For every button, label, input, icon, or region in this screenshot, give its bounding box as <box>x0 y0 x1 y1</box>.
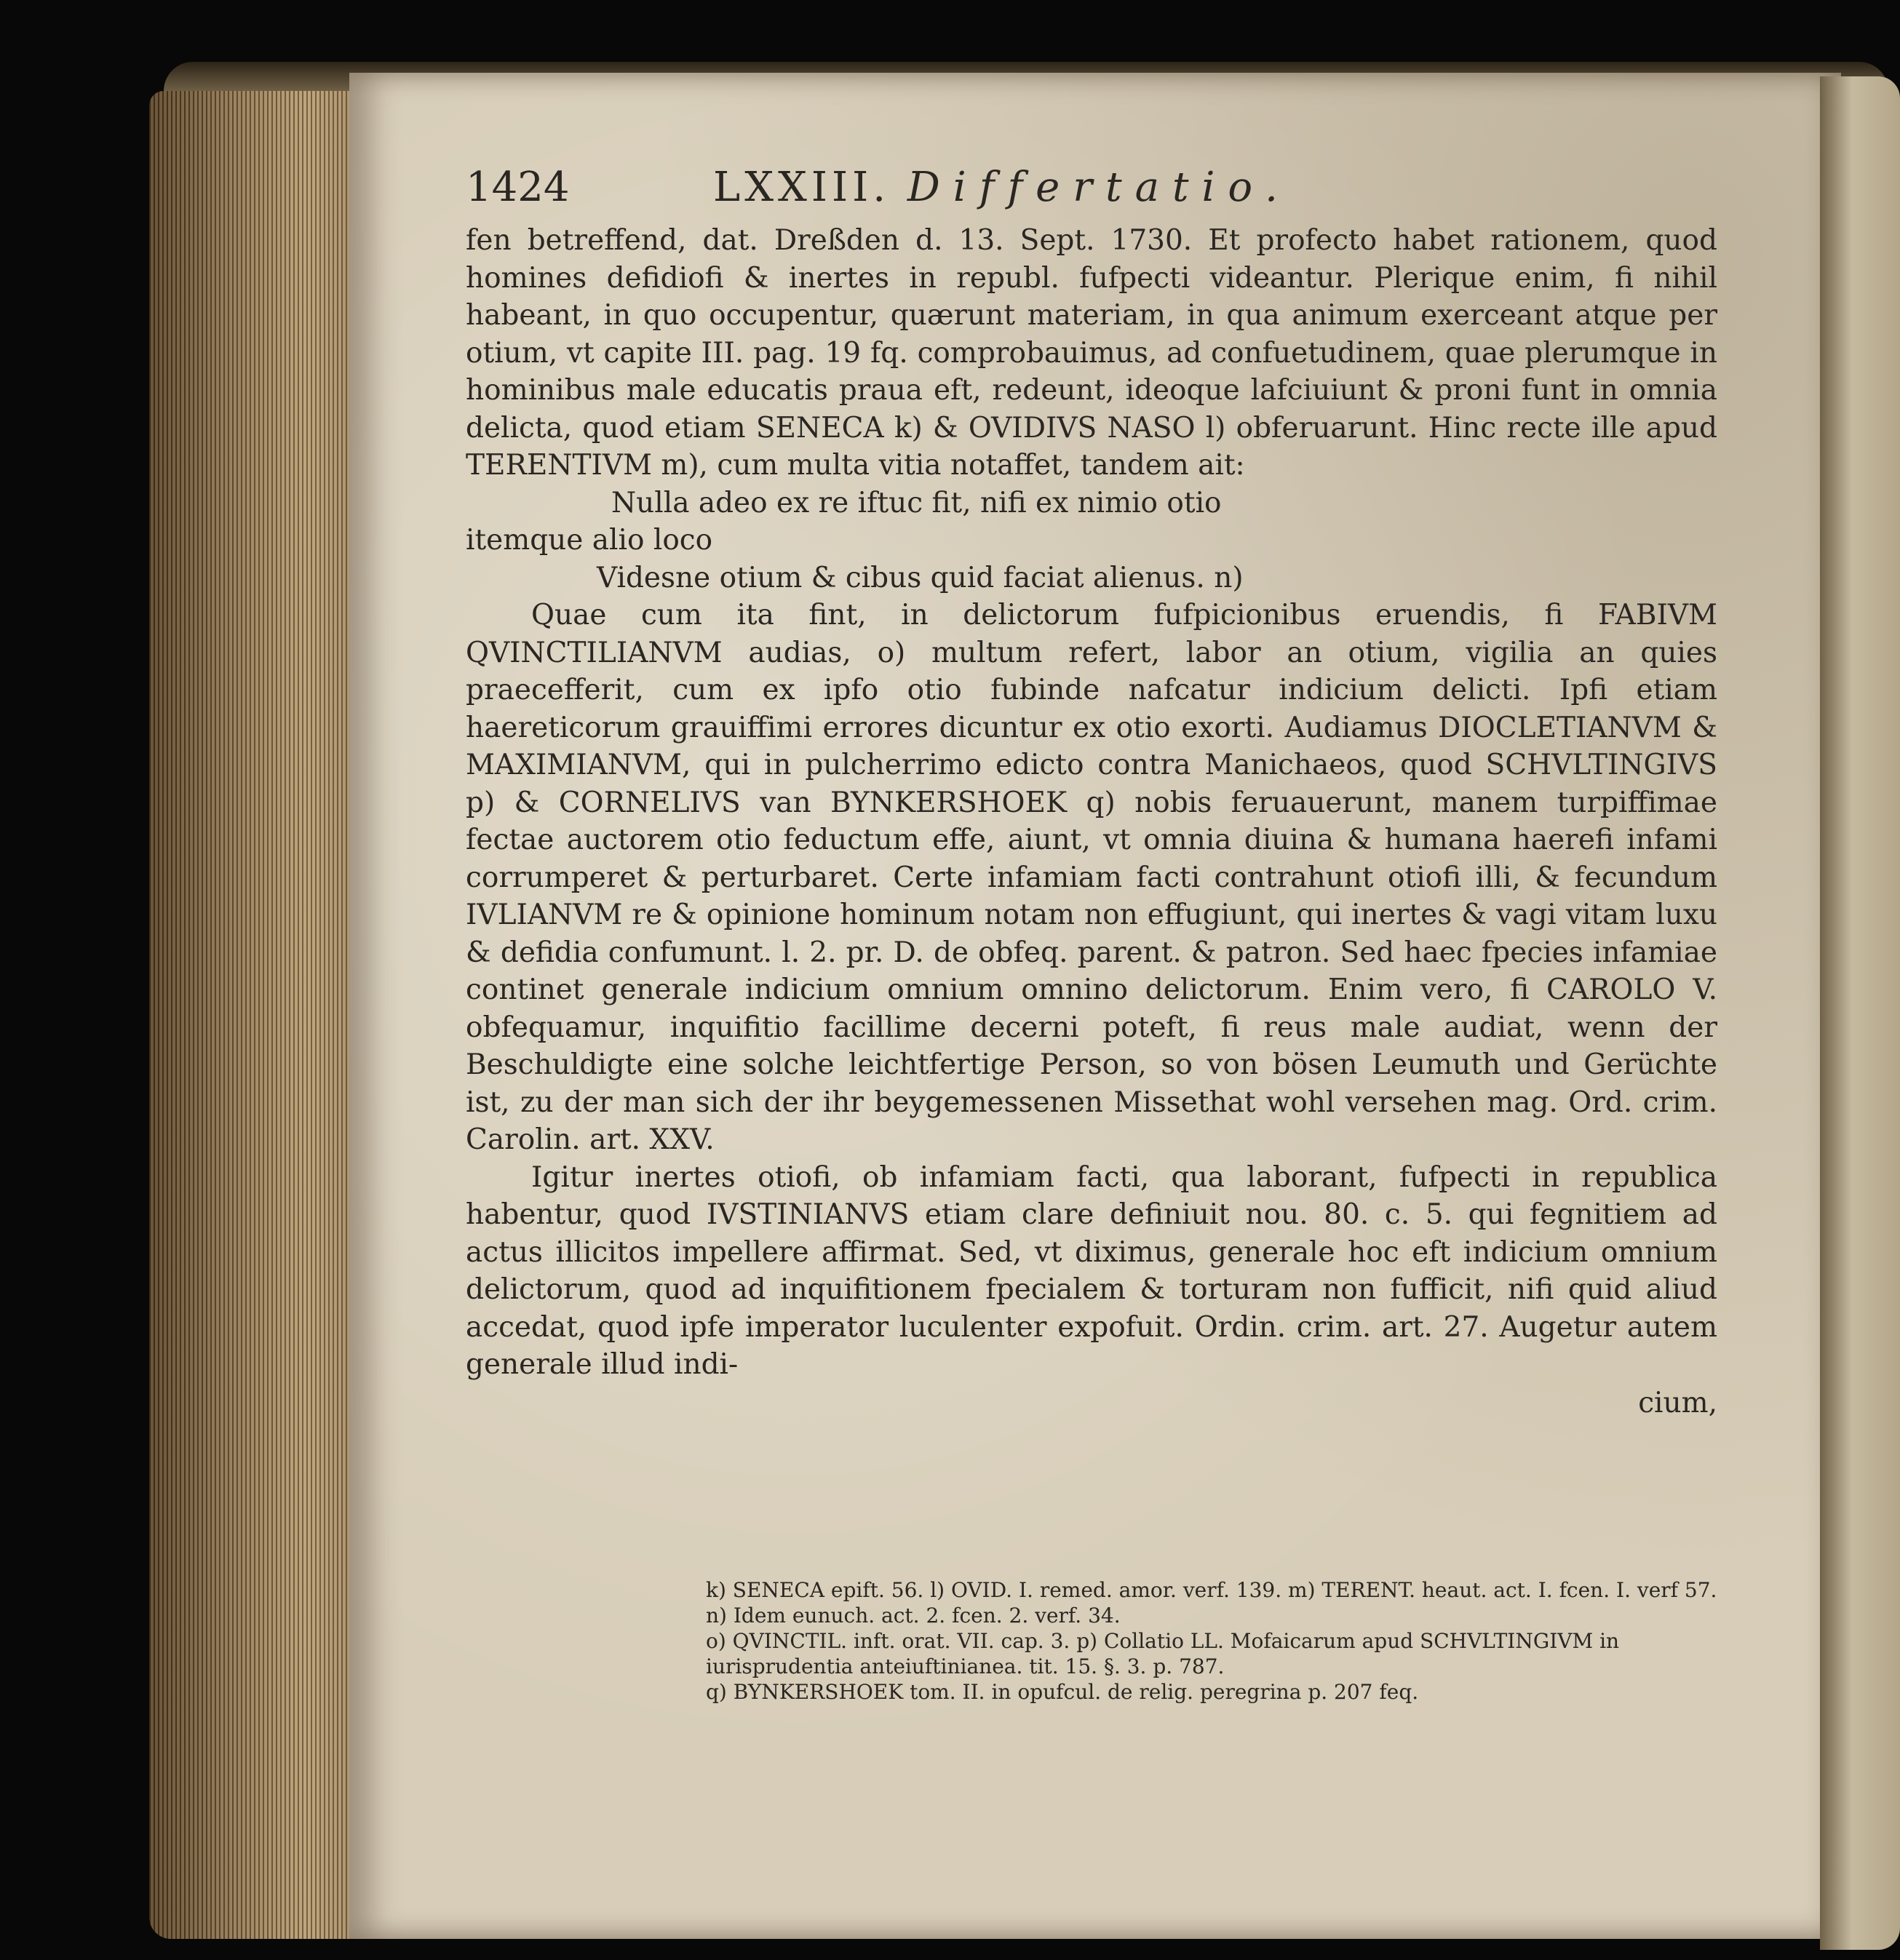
footnote-line: o) QVINCTIL. inft. orat. VII. cap. 3. p) Collatio LL. Mofaicarum apud SCHVLTINGIVM in iurisprudentia anteiuftinianea. tit. 15. §. 3. p. 787. <box>706 1629 1620 1678</box>
quote-terence-2: Videsne otium & cibus quid faciat alienus. n) <box>597 561 1244 594</box>
page-number: 1424 <box>466 164 570 211</box>
page-text <box>466 156 1717 1422</box>
paragraph-3: Igitur inertes otiofi, ob infamiam facti, qua laborant, fufpecti in republica habentur, quod IVSTINIANVS etiam clare definiuit nou. 80. c. 5. qui fegnitiem ad actus illicitos impellere affirmat. Sed, vt diximus, generale hoc eft indicium omnium delictorum, quod ad inquifitionem fpecialem & torturam non fufficit, nifi quid aliud accedat, quod ipfe imperator luculenter expofuit. Ordin. crim. art. 27. Augetur autem generale illud indi- <box>466 1160 1717 1381</box>
page-edges-left <box>149 91 360 1939</box>
footnote-line: q) BYNKERSHOEK tom. II. in opufcul. de relig. peregrina p. 207 feq. <box>706 1680 1419 1704</box>
running-title-roman: LXXIII. <box>713 164 891 211</box>
footnotes <box>706 1577 1721 1705</box>
transition-line: itemque alio loco <box>466 524 713 557</box>
body-text <box>466 222 1717 1422</box>
running-title <box>713 164 1291 211</box>
paragraph-1: fen betreffend, dat. Dreßden d. 13. Sept. 1730. Et profecto habet rationem, quod homines defidiofi & inertes in republ. fufpecti videantur. Plerique enim, fi nihil habeant, in quo occupentur, quærunt materiam, in qua animum exerceant atque per otium, vt capite III. pag. 19 fq. comprobauimus, ad confuetudinem, quae plerumque in hominibus male educatis praua eft, redeunt, ideoque lafciuiunt & proni funt in omnia delicta, quod etiam SENECA k) & OVIDIVS NASO l) obferuarunt. Hinc recte ille apud TERENTIVM m), cum multa vitia notaffet, tandem ait: <box>466 224 1717 482</box>
running-head <box>466 156 1717 215</box>
running-title-italic: Differtatio. <box>907 164 1291 211</box>
paragraph-2: Quae cum ita fint, in delictorum fufpicionibus eruendis, fi FABIVM QVINCTILIANVM audias, o) multum refert, labor an otium, vigilia an quies praecefferit, cum ex ipfo otio fubinde nafcatur indicium delicti. Ipfi etiam haereticorum grauiffimi errores dicuntur ex otio exorti. Audiamus DIOCLETIANVM & MAXIMIANVM, qui in pulcherrimo edicto contra Manichaeos, quod SCHVLTINGIVS p) & CORNELIVS van BYNKERSHOEK q) nobis feruauerunt, manem turpiffimae fectae auctorem otio feductum effe, aiunt, vt omnia diuina & humana haerefi infami corrumperet & perturbaret. Certe infamiam facti contrahunt otiofi illi, & fecundum IVLIANVM re & opinione hominum notam non effugiunt, qui inertes & vagi vitam luxu & defidia confumunt. l. 2. pr. D. de obfeq. parent. & patron. Sed haec fpecies infamiae continet generale indicium omnium omnino delictorum. Enim vero, fi CAROLO V. obfequamur, inquifitio facillime decerni poteft, fi reus male audiat, wenn der Beschuldigte eine solche leichtfertige Person, so von bösen Leumuth und Gerüchte ist, zu der man sich der ihr beygemessenen Missethat wohl versehen mag. Ord. crim. Carolin. art. XXV. <box>466 599 1717 1156</box>
quote-terence-1: Nulla adeo ex re iftuc fit, nifi ex nimio otio <box>611 486 1222 519</box>
facing-page-gutter <box>1820 76 1900 1950</box>
footnote-line: k) SENECA epift. 56. l) OVID. I. remed. amor. verf. 139. m) TERENT. heaut. act. I. fcen. I. verf 57. n) Idem eunuch. act. 2. fcen. 2. verf. 34. <box>706 1578 1717 1628</box>
catchword: cium, <box>1638 1386 1717 1419</box>
